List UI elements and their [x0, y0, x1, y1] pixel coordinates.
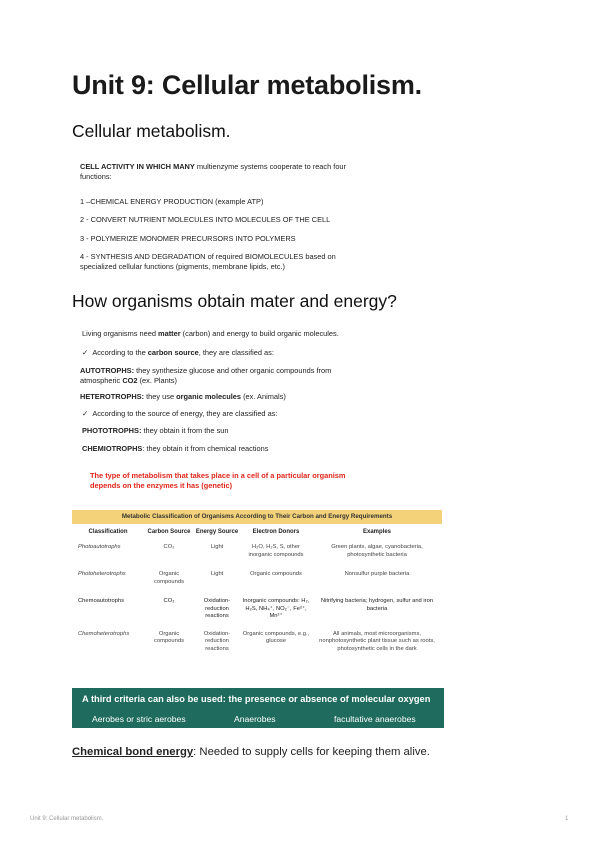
table-row: [72, 571, 442, 586]
table-header-row: [72, 524, 442, 535]
p1-a: Living organisms need: [82, 329, 159, 338]
examples-cell: Nonsulfur purple bacteria: [344, 571, 410, 577]
energy-source-check: [82, 409, 277, 419]
carbon-cell: CO₂: [163, 544, 175, 550]
check-icon: ✓: [82, 409, 89, 418]
table-row: [72, 544, 442, 559]
check2-text: According to the source of energy, they are classified as:: [92, 409, 278, 418]
page-number: 1: [565, 816, 569, 822]
examples-cell: Nitrifying bacteria; hydrogen, sulfur and iron bacteria: [320, 598, 434, 612]
page-title: Unit 9: Cellular metabolism.: [72, 70, 422, 100]
intro-paragraph: [80, 162, 346, 182]
section-heading-organisms: How organisms obtain mater and energy?: [72, 291, 397, 311]
metabolic-classification-table: [72, 510, 442, 653]
energy-cell: Oxidation-reduction reactions: [203, 598, 231, 619]
matter-paragraph: [82, 329, 339, 339]
classification-cell: Photoautotrophs: [78, 544, 121, 550]
phototrophs-paragraph: [82, 426, 229, 436]
auto-line2-b: CO2: [122, 376, 138, 385]
energy-cell: Light: [210, 544, 224, 550]
donors-cell: H₂O, H₂S, S, other inorganic compounds: [248, 544, 304, 558]
hetero-c: (ex. Animals): [241, 392, 286, 401]
table-row: [72, 631, 442, 654]
function-item-1: 1 –CHEMICAL ENERGY PRODUCTION (example ATP): [80, 197, 264, 206]
table-title: Metabolic Classification of Organisms According to Their Carbon and Energy Requirements: [72, 510, 442, 524]
column-header: Electron Donors: [252, 529, 300, 535]
autotrophs-text: they synthesize glucose and other organic compounds from: [134, 366, 332, 375]
autotrophs-paragraph: [80, 366, 331, 386]
column-header: Classification: [88, 529, 128, 535]
function-item-3: 3 - POLYMERIZE MONOMER PRECURSORS INTO POLYMERS: [80, 234, 296, 243]
red-line2: depends on the enzymes it has (genetic): [90, 481, 233, 490]
check-icon: ✓: [82, 348, 89, 357]
banner-option-aerobes: Aerobes or stric aerobes: [92, 714, 186, 724]
function-item-4: [80, 252, 336, 272]
check1-a: According to the: [92, 348, 148, 357]
bond-text: : Needed to supply cells for keeping them alive.: [193, 746, 430, 758]
auto-line2-c: (ex. Plants): [137, 376, 177, 385]
column-header: Energy Source: [195, 529, 239, 535]
chemical-bond-energy: [72, 746, 430, 758]
chemiotrophs-paragraph: [82, 444, 268, 454]
red-line1: The type of metabolism that takes place in a cell of a particular organism: [90, 471, 346, 480]
hetero-b: organic molecules: [176, 392, 242, 401]
chemiotrophs-label: CHEMIOTROPHS: [82, 444, 143, 453]
energy-cell: Light: [210, 571, 224, 577]
donors-cell: Organic compounds: [250, 571, 302, 577]
p1-b: matter: [158, 329, 181, 338]
heterotrophs-label: HETEROTROPHS:: [80, 392, 145, 401]
intro-rest: multienzyme systems cooperate to reach four: [194, 162, 347, 171]
phototrophs-label: PHOTOTROPHS:: [82, 426, 142, 435]
classification-cell: Photoheterotrophs: [78, 571, 126, 577]
auto-line2-a: atmospheric: [80, 376, 123, 385]
autotrophs-label: AUTOTROPHS:: [80, 366, 135, 375]
classification-cell: Chemoautotrophs: [78, 598, 125, 604]
examples-cell: All animals, most microorganisms, nonphotosynthetic plant tissue such as roots, photosynthetic cells in the dark: [319, 630, 435, 652]
donors-cell: Inorganic compounds: H₂, H₂S, NH₄⁺, NO₂⁻, Fe²⁺, Mn²⁺: [242, 598, 310, 619]
examples-cell: Green plants, algae, cyanobacteria, photosynthetic bacteria: [331, 544, 423, 558]
donors-cell: Organic compounds, e.g., glucose: [242, 630, 310, 644]
function-item-2: 2 - CONVERT NUTRIENT MOLECULES INTO MOLECULES OF THE CELL: [80, 215, 331, 224]
oxygen-criteria-banner: [72, 688, 444, 728]
table-row: [72, 598, 442, 621]
function-item-4-line2: specialized cellular functions (pigments, membrane lipids, etc.): [80, 262, 285, 271]
footer-title: Unit 9: Cellular metabolism.: [30, 816, 104, 822]
intro-bold: CELL ACTIVITY IN WHICH MANY: [80, 162, 195, 171]
p1-c: (carbon) and energy to build organic molecules.: [180, 329, 339, 338]
section-heading-cellular-metabolism: Cellular metabolism.: [72, 121, 231, 141]
carbon-cell: Organic compounds: [154, 630, 184, 644]
check1-c: , they are classified as:: [198, 348, 274, 357]
intro-line2: functions:: [80, 172, 112, 181]
carbon-source-check: [82, 348, 274, 358]
check1-b: carbon source: [147, 348, 199, 357]
hetero-a: they use: [144, 392, 177, 401]
column-header: Examples: [362, 529, 392, 535]
banner-title: A third criteria can also be used: the presence or absence of molecular oxygen: [82, 694, 431, 704]
phototrophs-text: they obtain it from the sun: [141, 426, 229, 435]
classification-cell: Chemoheterotrophs: [78, 630, 130, 637]
banner-option-anaerobes: Anaerobes: [234, 714, 276, 724]
column-header: Carbon Source: [147, 529, 191, 535]
carbon-cell: CO₂: [163, 598, 175, 604]
genetic-note: [90, 471, 345, 491]
bond-label: Chemical bond energy: [72, 746, 194, 758]
chemiotrophs-text: : they obtain it from chemical reactions: [142, 444, 269, 453]
carbon-cell: Organic compounds: [154, 571, 184, 585]
function-item-4-line1: 4 - SYNTHESIS AND DEGRADATION of required BIOMOLECULES based on: [80, 252, 336, 261]
energy-cell: Oxidation-reduction reactions: [203, 630, 231, 652]
banner-option-facultative: facultative anaerobes: [334, 714, 416, 724]
heterotrophs-paragraph: [80, 392, 286, 402]
